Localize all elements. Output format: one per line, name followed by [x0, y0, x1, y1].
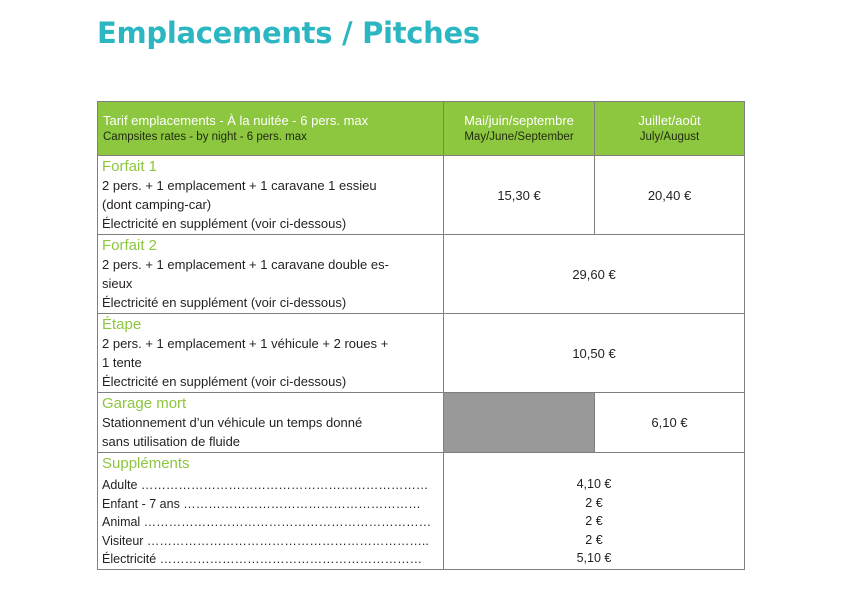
header-high-season-fr: Juillet/août [638, 113, 701, 128]
row-line: Électricité en supplément (voir ci-dessous) [102, 295, 347, 310]
row-name: Étape [102, 316, 142, 333]
supplements-description [98, 453, 444, 570]
supplements-prices [444, 453, 745, 570]
row-line: Stationnement d’un véhicule un temps donné [102, 415, 363, 430]
unavailable-cell [444, 393, 595, 453]
table-row-garage-mort [98, 393, 745, 453]
supplement-label: Animal …………………………………………………………… [102, 515, 432, 529]
supplement-price: 2 € [585, 495, 603, 510]
header-low-season-en: May/June/September [464, 131, 574, 143]
row-description [98, 314, 444, 393]
supplement-price: 5,10 € [576, 551, 612, 565]
supplement-label: Enfant - 7 ans ………………………………………………… [102, 496, 421, 511]
header-rates-fr: Tarif emplacements - À la nuitée - 6 pers. max [103, 113, 369, 128]
price-high-season: 6,10 € [595, 393, 745, 453]
table-row-etape [98, 314, 745, 393]
supplements-name: Suppléments [102, 455, 190, 472]
price-high-season: 20,40 € [595, 156, 745, 235]
supplement-label: Électricité ……………………………………………………… [102, 552, 423, 566]
row-line: sieux [102, 276, 133, 291]
price-all-seasons: 29,60 € [444, 235, 745, 314]
header-rates-cell [98, 102, 444, 156]
rates-table [97, 101, 745, 570]
header-high-season-cell [595, 102, 745, 156]
supplement-label: Adulte …………………………………………………………… [102, 478, 429, 492]
table-row-forfait-1 [98, 156, 745, 235]
header-low-season-cell [444, 102, 595, 156]
table-header-row [98, 102, 745, 156]
row-line: 1 tente [102, 355, 142, 370]
header-high-season-en: July/August [639, 131, 700, 143]
row-line: 2 pers. + 1 emplacement + 1 véhicule + 2 roues + [102, 336, 389, 351]
row-line: (dont camping-car) [102, 197, 212, 212]
supplement-label: Visiteur ………………………………………………………….. [102, 533, 429, 548]
row-description [98, 235, 444, 314]
supplement-price: 2 € [585, 514, 603, 528]
page-title: Emplacements / Pitches [97, 16, 480, 50]
price-all-seasons: 10,50 € [444, 314, 745, 393]
row-line: sans utilisation de fluide [102, 434, 241, 449]
row-line: Électricité en supplément (voir ci-dessous) [102, 374, 347, 389]
row-name: Forfait 1 [102, 158, 158, 175]
row-name: Forfait 2 [102, 237, 158, 254]
row-name: Garage mort [102, 395, 187, 412]
header-low-season-fr: Mai/juin/septembre [464, 113, 574, 128]
row-line: 2 pers. + 1 emplacement + 1 caravane 1 essieu [102, 178, 377, 193]
row-line: 2 pers. + 1 emplacement + 1 caravane double es- [102, 257, 389, 272]
header-rates-en: Campsites rates - by night - 6 pers. max [103, 131, 307, 143]
table-row-forfait-2 [98, 235, 745, 314]
row-description [98, 156, 444, 235]
supplement-price: 2 € [585, 532, 603, 547]
table-row-supplements [98, 453, 745, 570]
price-low-season: 15,30 € [444, 156, 595, 235]
supplement-price: 4,10 € [576, 477, 612, 491]
row-description [98, 393, 444, 453]
row-line: Électricité en supplément (voir ci-dessous) [102, 216, 347, 231]
